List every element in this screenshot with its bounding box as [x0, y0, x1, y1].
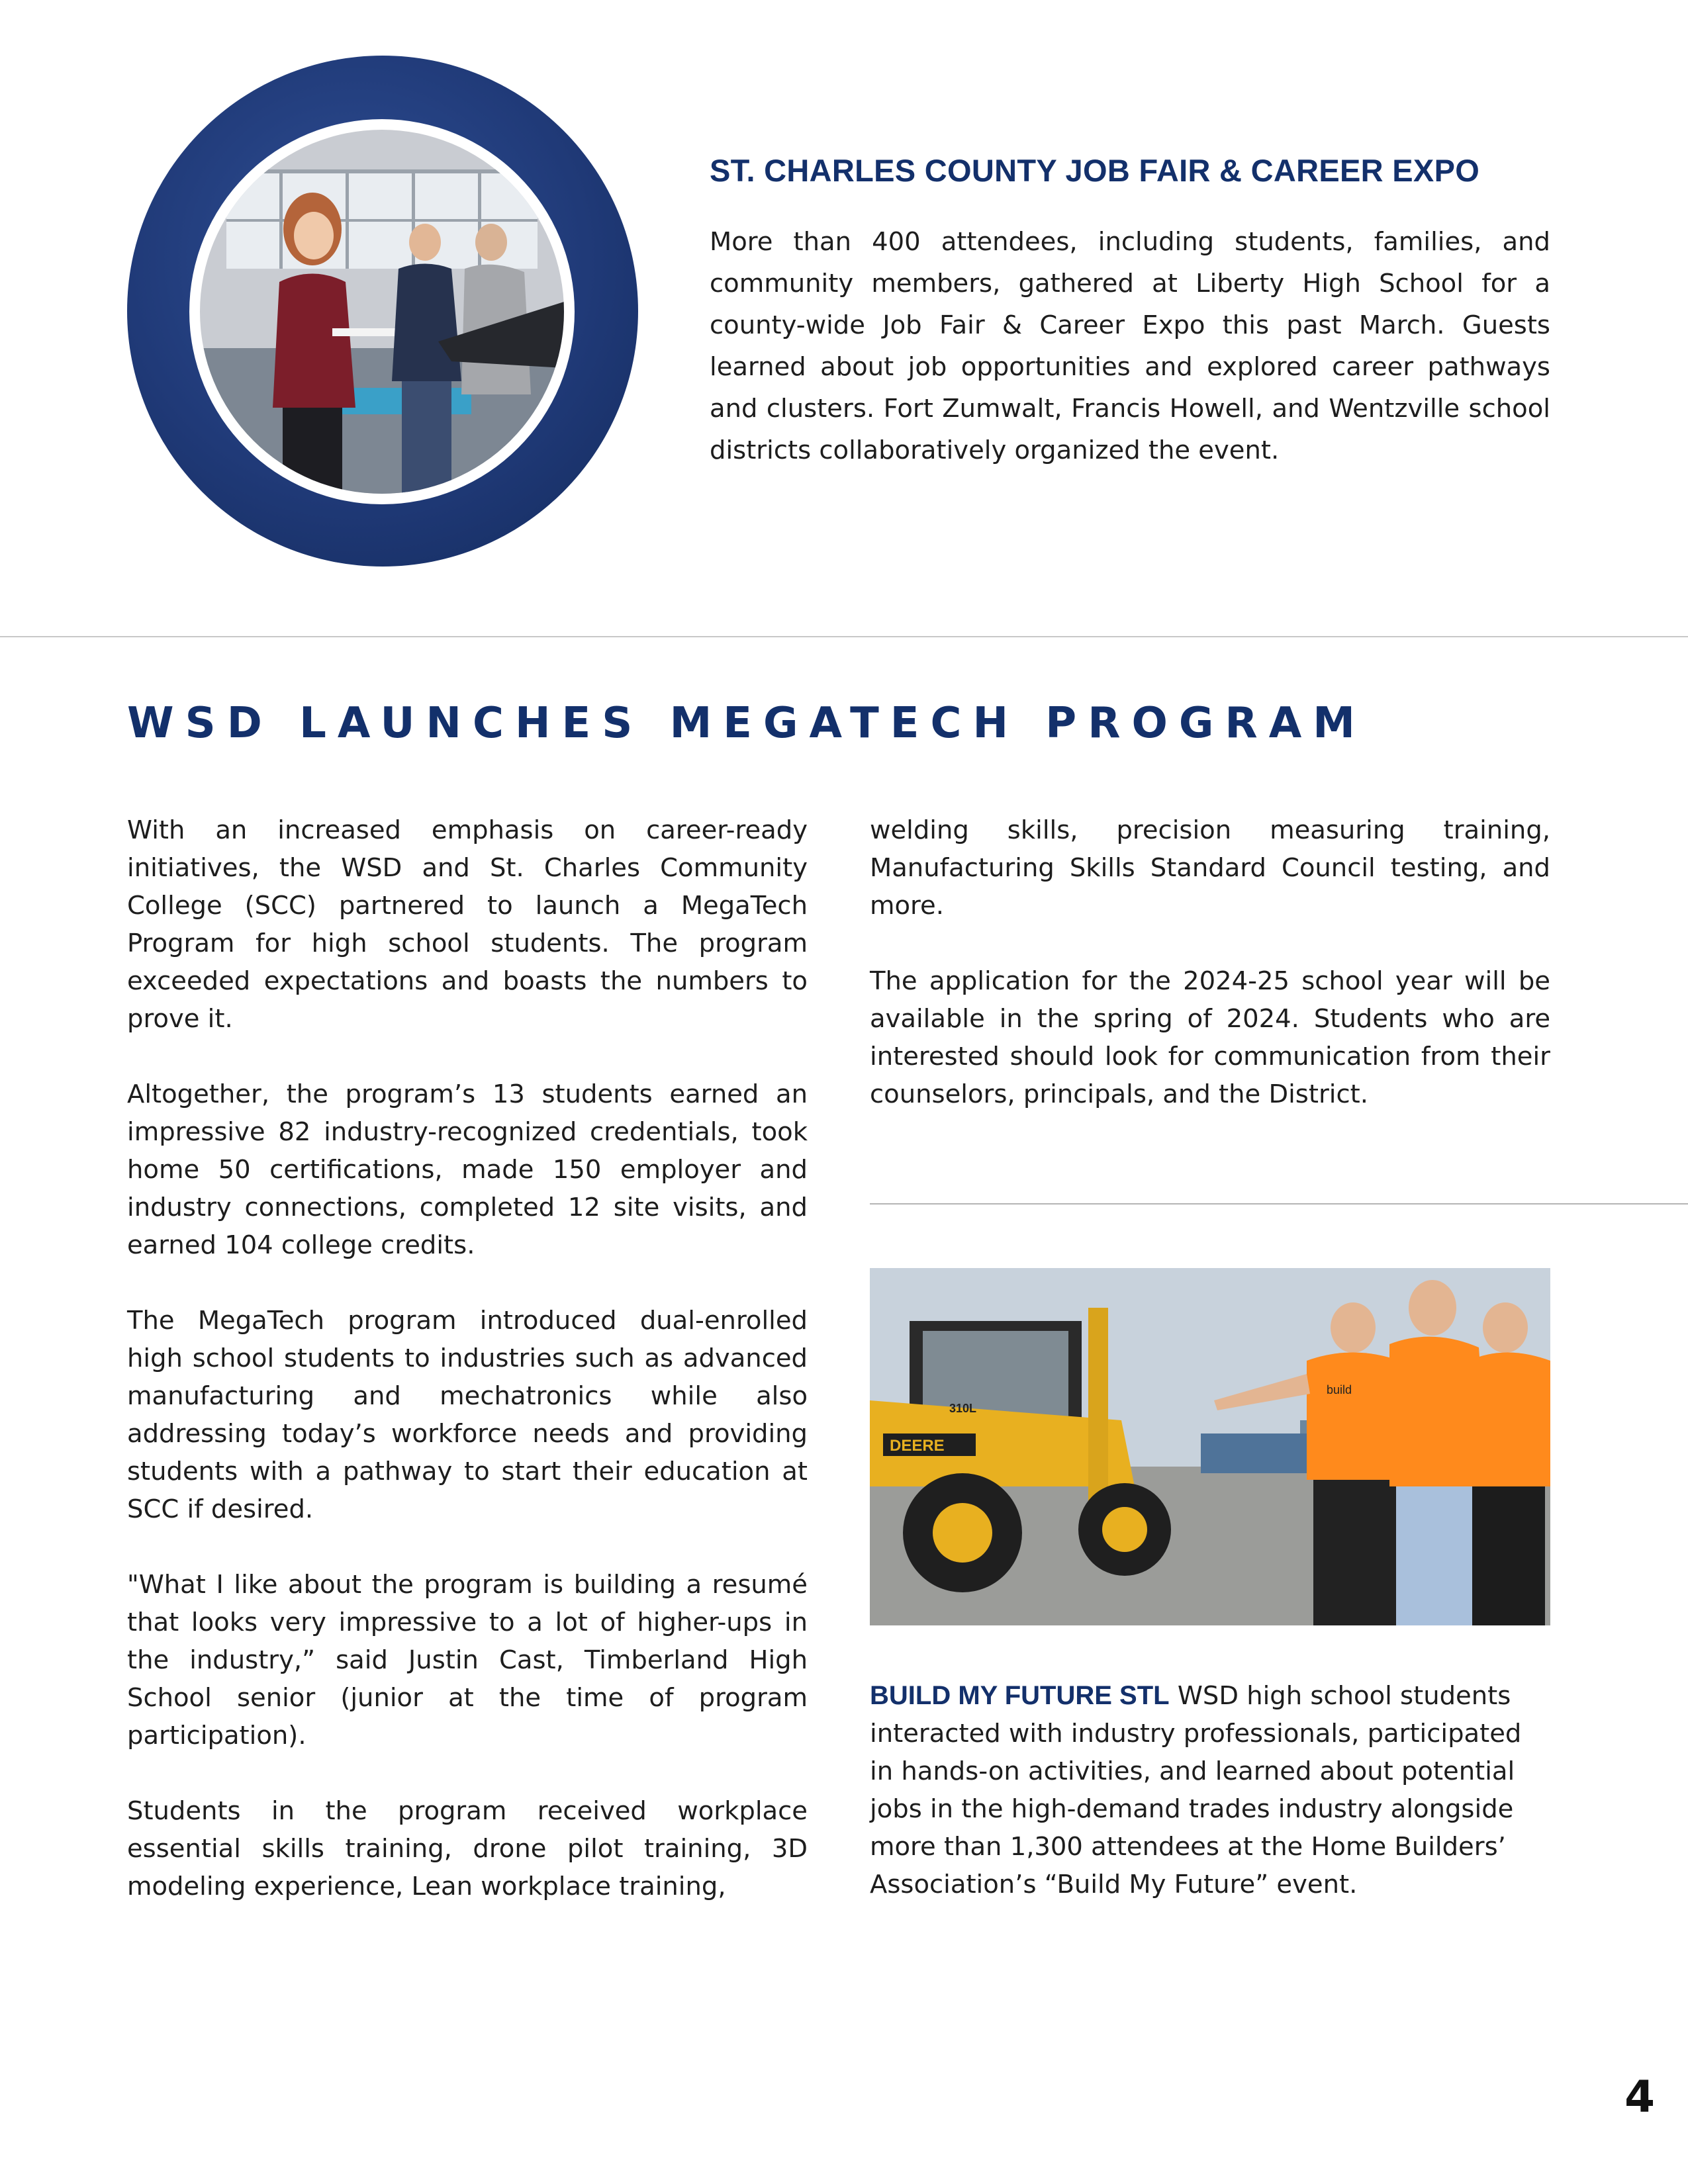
shirt-logo: build: [1327, 1383, 1352, 1396]
megatech-paragraph: welding skills, precision measuring training, Manufacturing Skills Standard Council testing, and more.: [870, 815, 1550, 921]
job-fair-photo: [200, 130, 564, 494]
build-my-future-body: WSD high school students interacted with industry professionals, participated in hands-on activities, and learned about potential jobs in the high-demand trades industry alongside more than 1,300 attendees at the Home Builders’ Association’s “Build My Future” event.: [870, 1681, 1522, 1899]
megatech-right-column: [870, 811, 1550, 1151]
megatech-paragraph: The application for the 2024-25 school year will be available in the spring of 2024. Students who are interested should look for communication from their counselors, principals, and the District.: [870, 966, 1550, 1109]
megatech-paragraph: Altogether, the program’s 13 students earned an impressive 82 industry-recognized credentials, took home 50 certifications, made 150 employer and industry connections, completed 12 site visits, and earned 104 college credits.: [127, 1079, 808, 1260]
backhoe-brand: DEERE: [890, 1437, 945, 1455]
megatech-left-column: [127, 811, 808, 1905]
job-fair-title: ST. CHARLES COUNTY JOB FAIR & CAREER EXPO: [710, 153, 1480, 188]
job-fair-body: More than 400 attendees, including students, families, and community members, gathered at Liberty High School for a county-wide Job Fair & Career Expo this past March. Guests learned about job opportunities and explored career pathways and clusters. Fort Zumwalt, Francis Howell, and Wentzville school districts collaboratively organized the event.: [710, 227, 1550, 465]
megatech-paragraph: The MegaTech program introduced dual-enrolled high school students to industries such as advanced manufacturing and mechatronics while also addressing today’s workforce needs and providing students with a pathway to start their education at SCC if desired.: [127, 1306, 808, 1524]
page-number: 4: [1624, 2071, 1655, 2122]
megatech-paragraph: With an increased emphasis on career-ready initiatives, the WSD and St. Charles Community College (SCC) partnered to launch a MegaTech Program for high school students. The program exceeded expectations and boasts the numbers to prove it.: [127, 815, 808, 1034]
backhoe-model: 310L: [949, 1402, 977, 1415]
build-my-future-photo-illustration: [870, 1268, 1550, 1625]
build-my-future-photo: [870, 1268, 1550, 1625]
build-my-future-heading: BUILD MY FUTURE STL: [870, 1681, 1170, 1710]
build-my-future-caption: [870, 1677, 1550, 1903]
section-divider: [0, 636, 1688, 637]
megatech-paragraph: "What I like about the program is building a resumé that looks very impressive to a lot of higher-ups in the industry,” said Justin Cast, Timberland High School senior (junior at the time of program participation).: [127, 1570, 808, 1751]
job-fair-photo-illustration: [200, 130, 564, 494]
megatech-paragraph: Students in the program received workplace essential skills training, drone pilot training, 3D modeling experience, Lean workplace training,: [127, 1796, 808, 1901]
megatech-title: WSD LAUNCHES MEGATECH PROGRAM: [127, 699, 1366, 748]
column-divider: [870, 1203, 1688, 1205]
